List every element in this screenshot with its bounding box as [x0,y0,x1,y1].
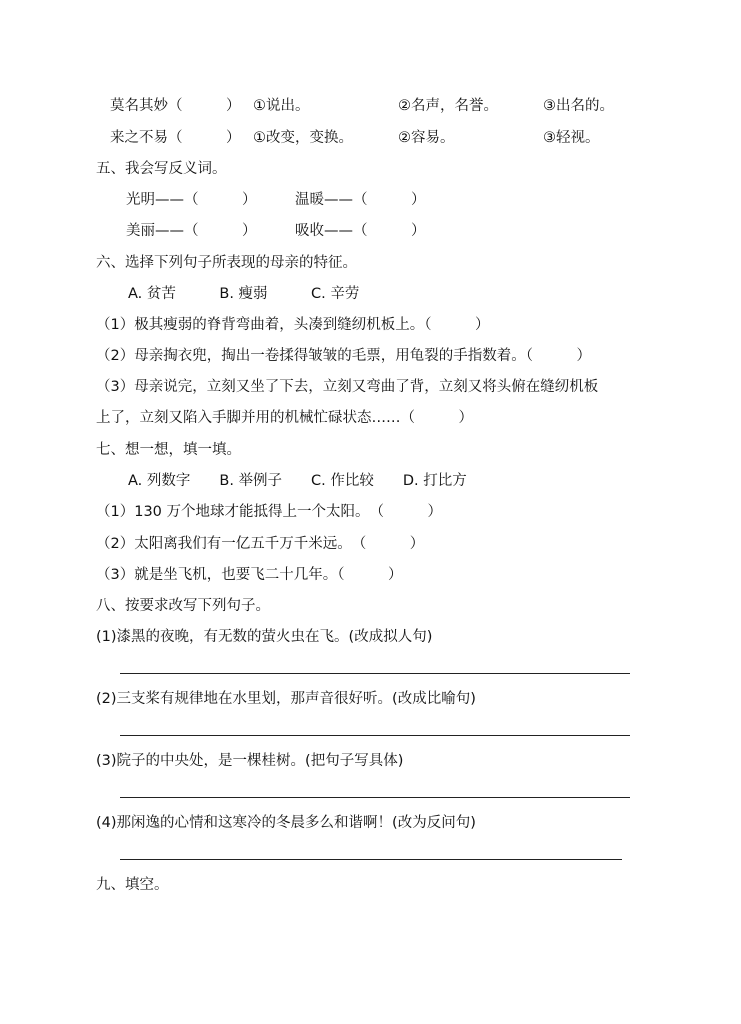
section-8-question-2: (2)三支桨有规律地在水里划，那声音很好听。(改成比喻句) [96,691,476,707]
answer-line-4[interactable] [120,859,622,860]
word-1-option-1: ①说出。 [253,98,310,114]
section-6-options: A. 贫苦 B. 瘦弱 C. 辛劳 [128,286,360,302]
section-8-question-4: (4)那闲逸的心情和这寒冷的冬晨多么和谐啊！(改为反问句) [96,815,476,831]
section-7-question-1: （1）130 万个地球才能抵得上一个太阳。 （ ） [96,504,443,520]
answer-line-2[interactable] [120,735,630,736]
word-2-option-3: ③轻视。 [543,130,600,146]
section-8-question-1: (1)漆黑的夜晚，有无数的萤火虫在飞。(改成拟人句) [96,629,433,645]
section-8-title: 八、按要求改写下列句子。 [96,598,270,614]
word-1-option-3: ③出名的。 [543,98,614,114]
section-6-title: 六、选择下列句子所表现的母亲的特征。 [96,255,357,271]
section-5-title: 五、我会写反义词。 [96,161,227,177]
section-9-title: 九、填空。 [96,877,169,893]
antonym-4: 吸收——（ ） [295,223,426,239]
section-7-question-3: （3）就是坐飞机，也要飞二十几年。（ ） [96,567,403,583]
antonym-2: 温暖——（ ） [295,192,426,208]
word-2-option-2: ②容易。 [398,130,455,146]
answer-line-3[interactable] [120,797,630,798]
antonym-3: 美丽——（ ） [126,223,257,239]
answer-line-1[interactable] [120,673,630,674]
section-6-question-1: （1）极其瘦弱的脊背弯曲着，头凑到缝纫机板上。（ ） [96,317,490,333]
word-1: 莫名其妙（ ） [110,98,241,114]
section-6-question-2: （2）母亲掏衣兜，掏出一卷揉得皱皱的毛票，用龟裂的手指数着。（ ） [96,348,591,364]
word-1-option-2: ②名声，名誉。 [398,98,498,114]
antonym-1: 光明——（ ） [126,192,257,208]
section-7-options: A. 列数字 B. 举例子 C. 作比较 D. 打比方 [128,473,467,489]
word-2: 来之不易（ ） [110,130,241,146]
section-6-question-3-line-2: 上了，立刻又陷入手脚并用的机械忙碌状态……（ ） [96,410,473,426]
section-7-question-2: （2）太阳离我们有一亿五千万千米远。 （ ） [96,536,425,552]
section-7-title: 七、想一想，填一填。 [96,442,241,458]
section-8-question-3: (3)院子的中央处，是一棵桂树。(把句子写具体) [96,753,404,769]
word-2-option-1: ①改变，变换。 [253,130,353,146]
section-6-question-3-line-1: （3）母亲说完，立刻又坐了下去，立刻又弯曲了背，立刻又将头俯在缝纫机板 [96,379,599,395]
